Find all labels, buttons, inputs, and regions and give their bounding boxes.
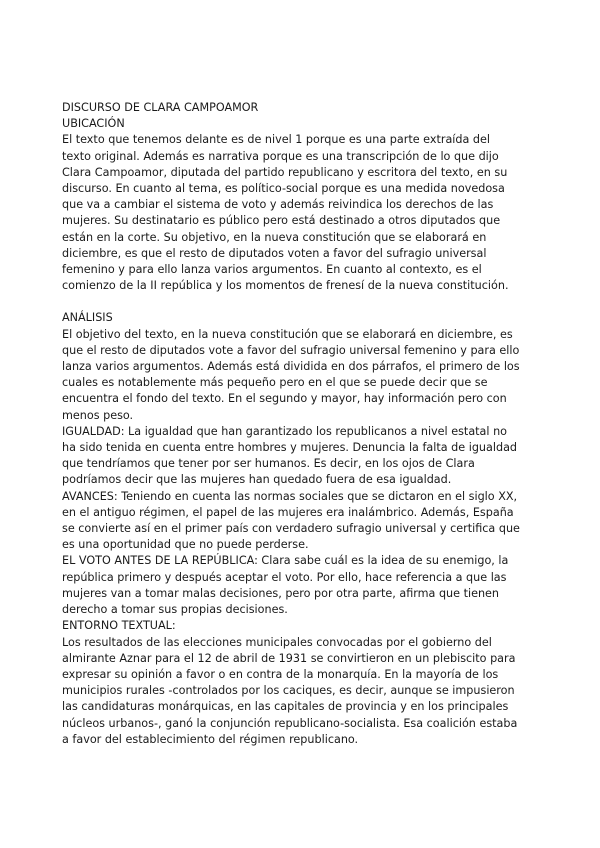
text-line: diciembre, es que el resto de diputados voten a favor del sufragio universal (62, 246, 487, 260)
text-line: que tendríamos que tener por ser humanos. Es decir, en los ojos de Clara (62, 457, 475, 471)
text-line: están en la corte. Su objetivo, en la nueva constitución que se elaborará en (62, 230, 487, 244)
text-line: en el antiguo régimen, el papel de las mujeres era inalámbrico. Además, España (62, 505, 514, 519)
text-line: derecho a tomar sus propias decisiones. (62, 603, 288, 617)
text-line: las candidaturas monárquicas, en las capitales de provincia y en los principales (62, 700, 509, 714)
text-line: ha sido tenida en cuenta entre hombres y mujeres. Denuncia la falta de igualdad (62, 441, 518, 455)
text-line: Clara Campoamor, diputada del partido republicano y escritora del texto, en su (62, 165, 508, 179)
text-line: expresar su opinión a favor o en contra de la monarquía. En la mayoría de los (62, 667, 499, 681)
section-analisis-body (62, 327, 560, 748)
text-line: IGUALDAD: La igualdad que han garantizado los republicanos a nivel estatal no (62, 424, 508, 438)
section-heading-analisis: ANÁLISIS (62, 311, 113, 325)
text-line: encuentra el fondo del texto. En el segundo y mayor, hay información pero con (62, 392, 507, 406)
section-ubicacion-body (62, 132, 560, 294)
text-line: femenino y para ello lanza varios argumentos. En cuanto al contexto, es el (62, 263, 482, 277)
text-line: es una oportunidad que no puede perderse. (62, 538, 309, 552)
text-line: almirante Aznar para el 12 de abril de 1931 se convirtieron en un plebiscito para (62, 651, 516, 665)
text-line: El objetivo del texto, en la nueva constitución que se elaborará en diciembre, es (62, 327, 513, 341)
text-line: lanza varios argumentos. Además está dividida en dos párrafos, el primero de los (62, 360, 520, 374)
document-title: DISCURSO DE CLARA CAMPOAMOR (62, 101, 259, 114)
text-line: municipios rurales -controlados por los caciques, es decir, aunque se impusieron (62, 684, 515, 698)
paragraph-gap (62, 294, 560, 310)
text-line: a favor del establecimiento del régimen republicano. (62, 732, 359, 746)
text-line: núcleos urbanos-, ganó la conjunción republicano-socialista. Esa coalición estaba (62, 716, 518, 730)
text-line: El texto que tenemos delante es de nivel 1 porque es una parte extraída del (62, 133, 491, 147)
text-line: se convierte así en el primer país con verdadero sufragio universal y certifica que (62, 522, 520, 536)
text-line: discurso. En cuanto al tema, es político-social porque es una medida novedosa (62, 182, 505, 196)
text-line: mujeres van a tomar malas decisiones, pero por otra parte, afirma que tienen (62, 586, 500, 600)
text-line: cuales es notablemente más pequeño pero en el que se puede decir que se (62, 376, 488, 390)
text-line: que va a cambiar el sistema de voto y además reivindica los derechos de las (62, 198, 494, 212)
text-line: menos peso. (62, 408, 134, 422)
text-line: mujeres. Su destinatario es público pero está destinado a otros diputados que (62, 214, 501, 228)
text-line: Los resultados de las elecciones municipales convocadas por el gobierno del (62, 635, 492, 649)
section-heading-ubicacion: UBICACIÓN (62, 117, 125, 131)
text-line: ENTORNO TEXTUAL: (62, 619, 176, 633)
text-line: república primero y después aceptar el voto. Por ello, hace referencia a que las (62, 570, 507, 584)
text-line: AVANCES: Teniendo en cuenta las normas sociales que se dictaron en el siglo XX, (62, 489, 518, 503)
text-line: EL VOTO ANTES DE LA REPÚBLICA: Clara sabe cuál es la idea de su enemigo, la (62, 554, 509, 568)
text-line: comienzo de la II república y los momentos de frenesí de la nueva constitución. (62, 279, 509, 293)
text-line: podríamos decir que las mujeres han quedado fuera de esa igualdad. (62, 473, 452, 487)
text-line: que el resto de diputados vote a favor del sufragio universal femenino y para ello (62, 343, 520, 357)
text-line: texto original. Además es narrativa porque es una transcripción de lo que dijo (62, 149, 499, 163)
